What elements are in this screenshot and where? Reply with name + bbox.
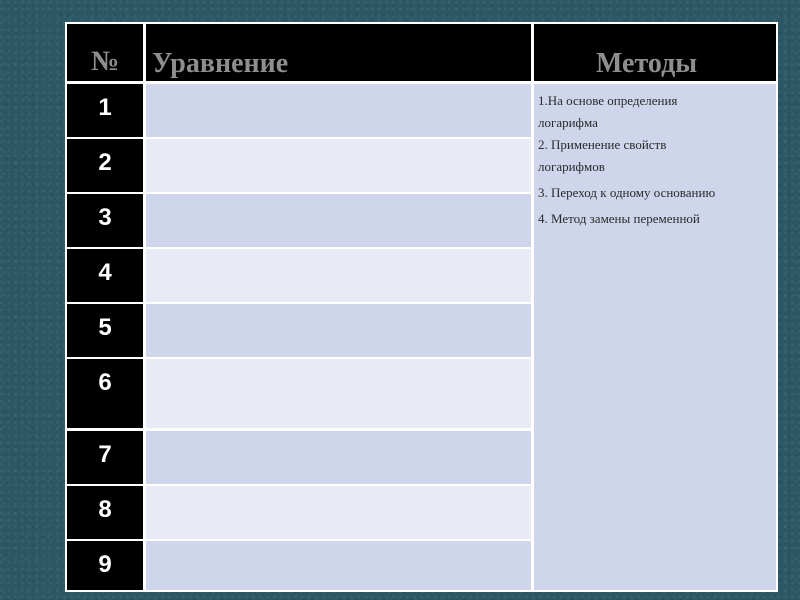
equation-cell-1[interactable] [146,84,531,137]
equation-cell-7[interactable] [146,431,531,484]
header-methods-cell [534,24,776,81]
method-line-5: 3. Переход к одному основанию [538,185,716,200]
equation-cell-8[interactable] [146,486,531,539]
header-number-cell [67,24,143,81]
row-number-2: 2 [67,139,143,192]
row-number-1: 1 [67,84,143,137]
equation-cell-5[interactable] [146,304,531,357]
equation-cell-2[interactable] [146,139,531,192]
row-number-4: 4 [67,249,143,302]
methods-cell [534,84,776,590]
header-equation: Уравнение [152,48,289,79]
equation-cell-9[interactable] [146,541,531,590]
row-number-9: 9 [67,541,143,590]
header-methods: Методы [596,48,698,79]
method-line-3: 2. Применение свойств [538,137,667,152]
equation-cell-4[interactable] [146,249,531,302]
header-equation-cell [146,24,531,81]
method-line-6: 4. Метод замены переменной [538,211,700,226]
equations-table [65,22,778,592]
row-number-5: 5 [67,304,143,357]
method-line-4: логарифмов [538,159,605,174]
header-number: № [91,46,120,77]
row-number-8: 8 [67,486,143,539]
method-line-2: логарифма [538,115,598,130]
row-number-3: 3 [67,194,143,247]
equation-cell-6[interactable] [146,359,531,428]
method-line-1: 1.На основе определения [538,93,678,108]
equation-cell-3[interactable] [146,194,531,247]
row-number-7: 7 [67,431,143,484]
row-number-6: 6 [67,359,143,428]
